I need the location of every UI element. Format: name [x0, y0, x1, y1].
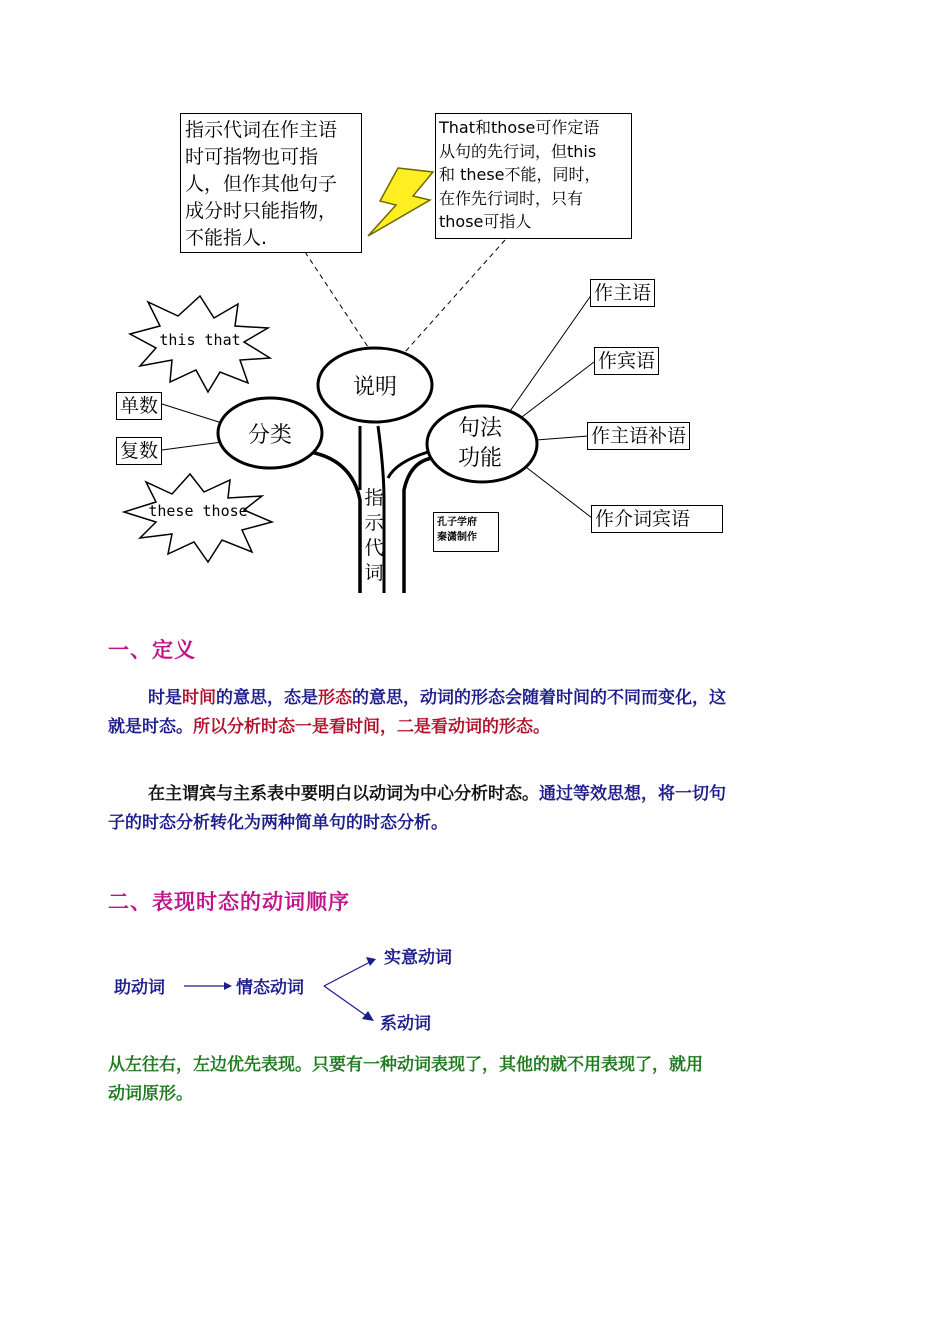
label-singular: 单数	[116, 392, 162, 420]
star-bottom-label: these those	[148, 502, 248, 520]
func-prep-object: 作介词宾语	[591, 505, 723, 533]
flow-modal-verb: 情态动词	[236, 978, 304, 998]
flow-linking-verb: 系动词	[380, 1014, 431, 1034]
label-plural: 复数	[116, 437, 162, 465]
syntax-label-line2: 功能	[457, 446, 502, 471]
note-right-line: That和those可作定语	[439, 118, 600, 137]
func-object: 作宾语	[594, 347, 659, 375]
section1-paragraph1	[108, 684, 728, 742]
section2-heading: 二、表现时态的动词顺序	[108, 889, 350, 914]
text-run: 的意思，	[216, 688, 284, 708]
note-right-line: 从句的先行词，但this	[439, 141, 597, 161]
note-box-left	[180, 113, 362, 253]
category-label: 分类	[247, 423, 292, 448]
note-left-line: 指示代词在作主语	[185, 119, 338, 141]
stem-char: 词	[364, 562, 384, 584]
dashed-connector-left	[305, 252, 370, 350]
text-run: 形态	[318, 688, 352, 708]
credit-line: 孔子学府	[437, 517, 477, 528]
text-run: 动词的形态会随着时间的不同而变化，这就是时态。	[108, 688, 726, 737]
section1-paragraph2	[108, 780, 728, 838]
star-top-label: this that	[159, 331, 241, 349]
text-run: 所以分析时态一是看时间，二是看动词的形态。	[193, 717, 550, 737]
stem-label	[362, 486, 386, 586]
note-left-line: 不能指人.	[185, 227, 268, 249]
stem-char: 代	[364, 537, 384, 559]
note-right-line: 和 these不能，同时，	[439, 165, 601, 184]
note-right-line: those可指人	[439, 212, 532, 231]
section1-heading: 一、定义	[108, 637, 196, 662]
text-run: 时是	[148, 688, 182, 708]
explain-label: 说明	[352, 375, 397, 400]
func-predicative: 作主语补语	[587, 422, 690, 450]
note-left-line: 时可指物也可指	[185, 146, 319, 168]
credit-line: 秦潇制作	[437, 532, 477, 543]
pronoun-mind-map	[0, 0, 950, 620]
section2-note: 从左往右，左边优先表现。只要有一种动词表现了，其他的就不用表现了，就用动词原形。	[108, 1055, 703, 1104]
flow-aux-verb: 助动词	[114, 978, 165, 998]
dashed-connector-right	[405, 240, 505, 352]
note-box-right	[435, 113, 632, 239]
flow-lexical-verb: 实意动词	[384, 948, 452, 968]
syntax-label	[438, 414, 522, 474]
text-run: 的意思，	[352, 688, 420, 708]
func-subject: 作主语	[590, 279, 655, 307]
note-left-line: 人，但作其他句子	[185, 173, 338, 195]
text-run: 态是	[284, 688, 318, 708]
text-run: 在主谓宾与主系表中要明白以动词为中心分析时态。	[148, 784, 539, 804]
stem-char: 指	[364, 487, 384, 509]
lightning-icon	[368, 168, 433, 236]
syntax-label-line1: 句法	[457, 416, 502, 441]
text-run: 时间	[182, 688, 216, 708]
text-run: 通过等效思想，将一切句子的时态分析转化为两种简单句的时态分析。	[108, 784, 726, 833]
stem-char: 示	[364, 512, 384, 534]
note-right-line: 在作先行词时，只有	[439, 188, 584, 208]
note-left-line: 成分时只能指物，	[185, 200, 338, 222]
credit-box	[433, 512, 499, 552]
